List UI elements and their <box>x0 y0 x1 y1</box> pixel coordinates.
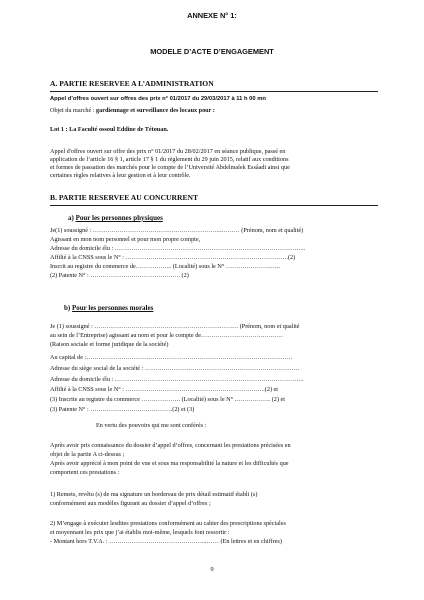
section-a-paragraph-line: certaines règles relatives à leur gestion et à leur contrôle. <box>50 172 191 179</box>
paragraph1-line: Après avoir apprécié à mon point de vue et sous ma responsabilité la nature et les difficultés que <box>50 460 289 467</box>
physiques-heading-label: Pour les personnes physiques <box>75 214 163 222</box>
physiques-line: Agissant en mon nom personnel et pour mon propre compte, <box>50 236 201 243</box>
physiques-line: Affilié à la CNSS sous le N° : …………………………………………………………………….(2) <box>50 254 296 261</box>
morales-line: Affilié à la CNSS sous le N° : …………………………………………………………..(2) et <box>50 386 279 393</box>
physiques-heading-prefix: a) <box>68 214 76 222</box>
section-a-rule <box>50 91 378 92</box>
item2-line: 2) M’engage à exécuter lesdites prestations conformément au cahier des prescriptions spéciales <box>50 520 286 527</box>
section-b-title: B. PARTIE RESERVEE AU CONCURRENT <box>50 193 199 202</box>
section-a-title: A. PARTIE RESERVEE A L’ADMINISTRATION <box>50 79 214 88</box>
section-a-paragraph-line: application de l’article 16 § 1, article 17 § 1 du règlement du 29 juin 2015, relatif aux conditions <box>50 156 289 163</box>
appel-offres-line: Appel d’offres ouvert sur offres des prix n° 01/2017 du 29/03/2017 à 11 h 00 mn <box>50 96 266 102</box>
item1-line: conformément aux modèles figurant au dossier d’appel d’offres ; <box>50 500 211 507</box>
objet-label: Objet du marché : <box>50 107 97 114</box>
physiques-heading <box>68 214 163 222</box>
item2-line: et moyennant les prix que j’ai établis moi-même, lesquels font ressortir : <box>50 529 230 536</box>
objet-line <box>50 107 378 114</box>
physiques-line: Je(1) soussigné : ……………………………………………………...……… (Prénom, nom et qualité) <box>50 227 304 234</box>
morales-line: Adresse du domicile élu : ……………………………………………………………………………….. <box>50 376 304 383</box>
item1-line: 1) Remets, revêtu (s) de ma signature un bordereau de prix détail estimatif établi (s) <box>50 491 258 498</box>
model-title: MODELE D’ACTE D’ENGAGEMENT <box>150 48 274 56</box>
page-number: 9 <box>210 566 214 573</box>
physiques-line: (2) Patente N° : ……………………………….……. (2) <box>50 272 189 279</box>
morales-line: Au capital de :………………………………………………………………………………………. <box>50 354 292 361</box>
morales-heading-prefix: b) <box>64 304 72 312</box>
paragraph1-line: objet de la partie A ci-dessus ; <box>50 451 125 458</box>
objet-value: gardiennage et surveillance des locaux pour : <box>96 107 215 114</box>
morales-line: Adresse du siège social de la société : ………………………………………………………………… <box>50 365 300 372</box>
paragraph1-line: comportent ces prestations : <box>50 469 120 476</box>
section-a-paragraph-line: Appel d'offres ouvert sur offre des prix n° 01/2017 du 28/02/2017 en séance publique, passé en <box>50 148 286 155</box>
annex-title: ANNEXE N° 1: <box>187 12 237 20</box>
section-b-rule <box>50 205 378 206</box>
physiques-line: Inscrit au registre du commerce de……………... (Localité) sous le N° ………………….….. <box>50 263 280 270</box>
morales-heading-label: Pour les personnes morales <box>71 304 154 312</box>
pouvoirs-line: En vertu des pouvoirs qui me sont conférés : <box>96 422 207 429</box>
morales-line: Je (1) soussigné : …………………………………………………….……… (Prénom, nom et qualité <box>50 323 300 330</box>
section-a-paragraph-line: et formes de passation des marchés pour le compte de l’Université Abdelmalek Essâadi ainsi que <box>50 164 290 171</box>
morales-line: (3) Patente N° : ……………………….…………(2) et (3) <box>50 406 195 413</box>
paragraph1-line: Après avoir pris connaissance du dossier d’appel d’offres, concernant les prestations précisées en <box>50 442 291 449</box>
morales-line: (Raison sociale et forme juridique de la société) <box>50 341 169 348</box>
morales-line: (3) Inscrite au registre du commerce ………………. (Localité) sous le N° .…………….. (2) et <box>50 396 285 403</box>
lot-line: Lot 1 : La Faculté ossoul Eddine de Tétouan. <box>50 126 169 133</box>
item2-line: - Montant hors T.V.A. : ………………………………………...…… (En lettres et en chiffres) <box>50 538 282 545</box>
physiques-line: Adresse du domicile élu : ………………………………………………………………………………... <box>50 245 306 252</box>
morales-heading <box>64 304 153 312</box>
morales-line: au sein de l’Entreprise) agissant au nom et pour le compte de………………………….……… <box>50 332 284 339</box>
